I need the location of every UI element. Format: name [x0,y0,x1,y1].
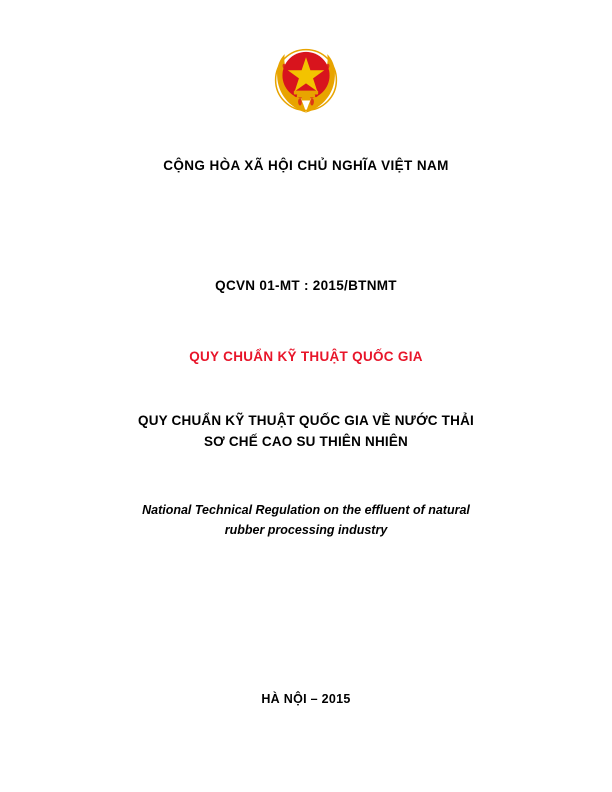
place-and-year-footer: HÀ NỘI – 2015 [261,692,351,706]
document-subtitle-english [72,500,540,540]
document-subtitle-line-2: rubber processing industry [224,523,388,537]
emblem-container [72,0,540,118]
document-title-line-1: QUY CHUẨN KỸ THUẬT QUỐC GIA VỀ NƯỚC THẢI [138,413,474,428]
document-subtitle-line-1: National Technical Regulation on the effluent of natural [142,503,470,517]
document-title [72,410,540,452]
vietnam-national-emblem-icon [268,42,344,118]
country-name-heading: CỘNG HÒA XÃ HỘI CHỦ NGHĨA VIỆT NAM [163,158,449,173]
national-technical-regulation-heading: QUY CHUẨN KỸ THUẬT QUỐC GIA [189,349,423,364]
standard-code-heading: QCVN 01-MT : 2015/BTNMT [215,278,397,293]
document-title-line-2: SƠ CHẾ CAO SU THIÊN NHIÊN [203,434,409,449]
